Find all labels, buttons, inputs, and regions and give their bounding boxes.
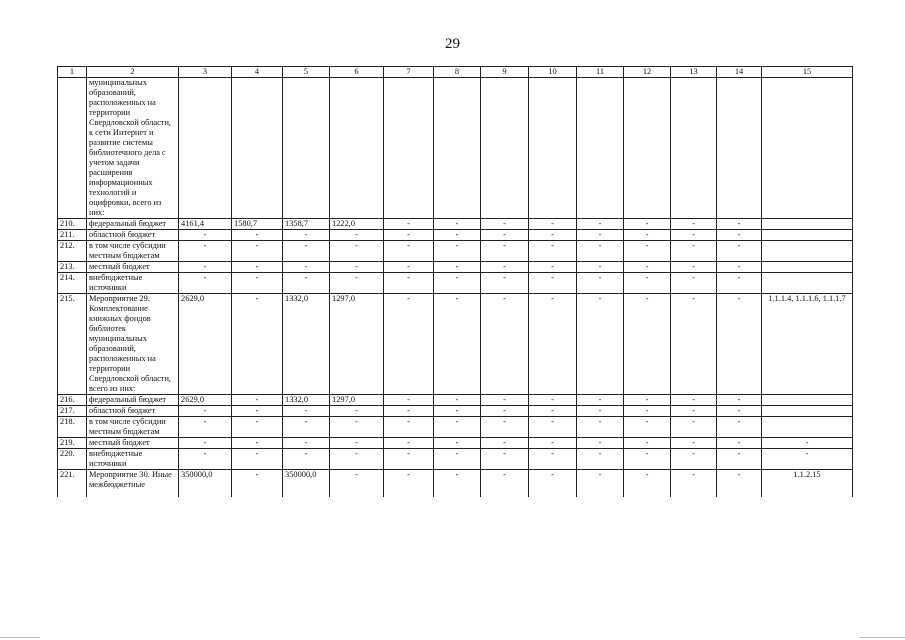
row-number bbox=[58, 78, 87, 219]
row-name: в том числе субсидии местным бюджетам bbox=[87, 241, 179, 262]
value-cell: - bbox=[434, 219, 481, 230]
value-cell: - bbox=[232, 395, 283, 406]
header-cell: 10 bbox=[529, 67, 577, 78]
target-ref: 1.1.1.4, 1.1.1.6, 1.1.1.7 bbox=[762, 294, 853, 395]
value-cell: - bbox=[529, 438, 577, 449]
header-cell: 9 bbox=[481, 67, 529, 78]
target-ref: - bbox=[762, 438, 853, 449]
value-cell: - bbox=[529, 417, 577, 438]
value-cell: - bbox=[481, 241, 529, 262]
value-cell: - bbox=[577, 262, 624, 273]
value-cell bbox=[624, 78, 671, 219]
value-cell: - bbox=[717, 438, 762, 449]
value-cell: - bbox=[434, 417, 481, 438]
value-cell: - bbox=[529, 395, 577, 406]
row-name: федеральный бюджет bbox=[87, 395, 179, 406]
value-cell: - bbox=[232, 449, 283, 470]
table-row bbox=[58, 470, 853, 498]
header-cell: 8 bbox=[434, 67, 481, 78]
value-cell: - bbox=[624, 406, 671, 417]
value-cell: - bbox=[481, 230, 529, 241]
value-cell: - bbox=[384, 294, 434, 395]
row-name: областной бюджет bbox=[87, 230, 179, 241]
value-cell: - bbox=[179, 438, 232, 449]
row-name: внебюджетные источники bbox=[87, 273, 179, 294]
page-number: 29 bbox=[445, 36, 460, 52]
header-cell: 7 bbox=[384, 67, 434, 78]
value-cell: - bbox=[330, 438, 384, 449]
value-cell: - bbox=[671, 417, 717, 438]
target-ref bbox=[762, 273, 853, 294]
value-cell: - bbox=[384, 273, 434, 294]
value-cell: - bbox=[434, 406, 481, 417]
value-cell: - bbox=[232, 470, 283, 498]
table-row bbox=[58, 294, 853, 395]
value-cell: - bbox=[330, 262, 384, 273]
value-cell: - bbox=[232, 273, 283, 294]
table-row bbox=[58, 219, 853, 230]
header-cell: 11 bbox=[577, 67, 624, 78]
value-cell: - bbox=[624, 241, 671, 262]
value-cell: - bbox=[434, 438, 481, 449]
value-cell: - bbox=[481, 406, 529, 417]
value-cell: - bbox=[179, 417, 232, 438]
value-cell: - bbox=[179, 241, 232, 262]
row-name: местный бюджет bbox=[87, 438, 179, 449]
value-cell: - bbox=[529, 406, 577, 417]
value-cell: - bbox=[624, 294, 671, 395]
value-cell: - bbox=[179, 406, 232, 417]
row-number: 218. bbox=[58, 417, 87, 438]
target-ref bbox=[762, 78, 853, 219]
value-cell: - bbox=[671, 241, 717, 262]
value-cell: - bbox=[434, 230, 481, 241]
value-cell: - bbox=[232, 294, 283, 395]
value-cell: - bbox=[717, 294, 762, 395]
header-cell: 1 bbox=[58, 67, 87, 78]
value-cell: - bbox=[717, 406, 762, 417]
value-cell: - bbox=[232, 417, 283, 438]
row-number: 213. bbox=[58, 262, 87, 273]
value-cell: 1332,0 bbox=[283, 294, 330, 395]
table-row bbox=[58, 241, 853, 262]
value-cell: - bbox=[671, 470, 717, 498]
value-cell bbox=[384, 78, 434, 219]
value-cell: - bbox=[671, 294, 717, 395]
value-cell: - bbox=[717, 449, 762, 470]
budget-table bbox=[57, 66, 853, 497]
value-cell bbox=[283, 78, 330, 219]
value-cell: - bbox=[529, 294, 577, 395]
header-cell: 12 bbox=[624, 67, 671, 78]
value-cell: - bbox=[624, 230, 671, 241]
value-cell: - bbox=[717, 273, 762, 294]
value-cell: - bbox=[330, 470, 384, 498]
value-cell: - bbox=[529, 262, 577, 273]
value-cell bbox=[232, 78, 283, 219]
value-cell: - bbox=[671, 262, 717, 273]
value-cell: 350000,0 bbox=[179, 470, 232, 498]
value-cell: - bbox=[434, 294, 481, 395]
value-cell: 1580,7 bbox=[232, 219, 283, 230]
header-cell: 14 bbox=[717, 67, 762, 78]
value-cell bbox=[481, 78, 529, 219]
value-cell: - bbox=[283, 449, 330, 470]
value-cell: - bbox=[283, 230, 330, 241]
value-cell: - bbox=[577, 294, 624, 395]
target-ref: 1.1.2.15 bbox=[762, 470, 853, 498]
value-cell: - bbox=[717, 219, 762, 230]
value-cell: - bbox=[330, 241, 384, 262]
value-cell: - bbox=[624, 438, 671, 449]
row-number: 219. bbox=[58, 438, 87, 449]
value-cell: - bbox=[384, 395, 434, 406]
target-ref: - bbox=[762, 449, 853, 470]
value-cell: - bbox=[717, 470, 762, 498]
value-cell: - bbox=[671, 273, 717, 294]
header-cell: 2 bbox=[87, 67, 179, 78]
target-ref bbox=[762, 395, 853, 406]
value-cell: - bbox=[330, 230, 384, 241]
row-number: 215. bbox=[58, 294, 87, 395]
value-cell: - bbox=[577, 273, 624, 294]
value-cell: - bbox=[434, 262, 481, 273]
value-cell: - bbox=[529, 449, 577, 470]
value-cell: - bbox=[384, 230, 434, 241]
header-cell: 13 bbox=[671, 67, 717, 78]
value-cell bbox=[671, 78, 717, 219]
row-name: муниципальных образований, расположенных на территории Свердловской области, к сети Интернет и развитие системы библиотечного дела с учетом задачи расширения информационных технологий и оцифровки, всего из них: bbox=[87, 78, 179, 219]
value-cell: - bbox=[481, 294, 529, 395]
value-cell: - bbox=[232, 230, 283, 241]
value-cell: - bbox=[179, 449, 232, 470]
value-cell: - bbox=[624, 262, 671, 273]
value-cell: - bbox=[717, 395, 762, 406]
row-name: Мероприятие 29. Комплектование книжных фондов библиотек муниципальных образований, расположенных на территории Свердловской области, всего из них: bbox=[87, 294, 179, 395]
value-cell: - bbox=[283, 406, 330, 417]
value-cell: - bbox=[384, 470, 434, 498]
value-cell: - bbox=[232, 241, 283, 262]
value-cell: - bbox=[624, 219, 671, 230]
value-cell: - bbox=[624, 449, 671, 470]
value-cell: - bbox=[624, 470, 671, 498]
value-cell bbox=[577, 78, 624, 219]
row-number: 211. bbox=[58, 230, 87, 241]
value-cell: - bbox=[529, 230, 577, 241]
value-cell: - bbox=[624, 273, 671, 294]
header-cell: 15 bbox=[762, 67, 853, 78]
value-cell: - bbox=[179, 262, 232, 273]
value-cell: - bbox=[529, 219, 577, 230]
value-cell: - bbox=[481, 470, 529, 498]
table-row bbox=[58, 438, 853, 449]
value-cell: - bbox=[481, 219, 529, 230]
value-cell: - bbox=[717, 417, 762, 438]
table-row bbox=[58, 395, 853, 406]
value-cell bbox=[717, 78, 762, 219]
row-number: 212. bbox=[58, 241, 87, 262]
row-number: 220. bbox=[58, 449, 87, 470]
table-row bbox=[58, 262, 853, 273]
value-cell: - bbox=[384, 219, 434, 230]
value-cell: - bbox=[232, 262, 283, 273]
value-cell: 350000,0 bbox=[283, 470, 330, 498]
value-cell: - bbox=[481, 262, 529, 273]
row-number: 214. bbox=[58, 273, 87, 294]
value-cell: - bbox=[671, 449, 717, 470]
header-cell: 3 bbox=[179, 67, 232, 78]
value-cell: - bbox=[330, 406, 384, 417]
row-number: 216. bbox=[58, 395, 87, 406]
value-cell: - bbox=[717, 241, 762, 262]
value-cell: - bbox=[481, 438, 529, 449]
value-cell: - bbox=[671, 406, 717, 417]
target-ref bbox=[762, 241, 853, 262]
row-name: внебюджетные источники bbox=[87, 449, 179, 470]
value-cell bbox=[330, 78, 384, 219]
target-ref bbox=[762, 262, 853, 273]
table-row bbox=[58, 417, 853, 438]
value-cell: - bbox=[717, 230, 762, 241]
value-cell bbox=[179, 78, 232, 219]
value-cell: - bbox=[179, 273, 232, 294]
target-ref bbox=[762, 406, 853, 417]
value-cell: - bbox=[577, 241, 624, 262]
value-cell: - bbox=[384, 417, 434, 438]
row-number: 210. bbox=[58, 219, 87, 230]
value-cell: - bbox=[384, 406, 434, 417]
value-cell: 1297,0 bbox=[330, 294, 384, 395]
target-ref bbox=[762, 219, 853, 230]
value-cell: - bbox=[384, 262, 434, 273]
value-cell: - bbox=[577, 395, 624, 406]
value-cell: - bbox=[481, 273, 529, 294]
value-cell: - bbox=[283, 262, 330, 273]
value-cell: 2629,0 bbox=[179, 395, 232, 406]
value-cell: - bbox=[283, 273, 330, 294]
value-cell: 1297,0 bbox=[330, 395, 384, 406]
value-cell bbox=[529, 78, 577, 219]
header-cell: 5 bbox=[283, 67, 330, 78]
header-row bbox=[58, 67, 853, 78]
value-cell: - bbox=[577, 406, 624, 417]
value-cell: - bbox=[434, 273, 481, 294]
value-cell: - bbox=[330, 417, 384, 438]
target-ref bbox=[762, 230, 853, 241]
value-cell: - bbox=[384, 438, 434, 449]
value-cell: - bbox=[577, 417, 624, 438]
value-cell: - bbox=[232, 438, 283, 449]
value-cell: - bbox=[577, 438, 624, 449]
header-cell: 6 bbox=[330, 67, 384, 78]
value-cell: - bbox=[434, 395, 481, 406]
row-name: Мероприятие 30. Иные межбюджетные bbox=[87, 470, 179, 498]
value-cell: - bbox=[384, 449, 434, 470]
value-cell bbox=[434, 78, 481, 219]
value-cell: - bbox=[283, 417, 330, 438]
scan-edge-mark bbox=[0, 637, 40, 638]
row-name: федеральный бюджет bbox=[87, 219, 179, 230]
value-cell: - bbox=[434, 241, 481, 262]
value-cell: - bbox=[481, 395, 529, 406]
value-cell: - bbox=[232, 406, 283, 417]
table-row bbox=[58, 406, 853, 417]
value-cell: - bbox=[671, 438, 717, 449]
value-cell: - bbox=[481, 417, 529, 438]
table-row bbox=[58, 230, 853, 241]
value-cell: - bbox=[179, 230, 232, 241]
value-cell: - bbox=[434, 449, 481, 470]
value-cell: - bbox=[529, 241, 577, 262]
value-cell: 1332,0 bbox=[283, 395, 330, 406]
value-cell: 1358,7 bbox=[283, 219, 330, 230]
row-name: областной бюджет bbox=[87, 406, 179, 417]
value-cell: - bbox=[283, 241, 330, 262]
value-cell: - bbox=[283, 438, 330, 449]
target-ref bbox=[762, 417, 853, 438]
table-row bbox=[58, 449, 853, 470]
value-cell: 2629,0 bbox=[179, 294, 232, 395]
scan-edge-mark bbox=[860, 637, 905, 638]
value-cell: - bbox=[671, 395, 717, 406]
value-cell: - bbox=[671, 219, 717, 230]
value-cell: - bbox=[717, 262, 762, 273]
value-cell: - bbox=[577, 230, 624, 241]
value-cell: - bbox=[384, 241, 434, 262]
row-number: 217. bbox=[58, 406, 87, 417]
value-cell: - bbox=[671, 230, 717, 241]
value-cell: - bbox=[330, 273, 384, 294]
row-number: 221. bbox=[58, 470, 87, 498]
value-cell: - bbox=[434, 470, 481, 498]
value-cell: - bbox=[529, 470, 577, 498]
value-cell: - bbox=[577, 449, 624, 470]
value-cell: - bbox=[481, 449, 529, 470]
table-row bbox=[58, 78, 853, 219]
value-cell: - bbox=[624, 395, 671, 406]
value-cell: - bbox=[529, 273, 577, 294]
row-name: в том числе субсидии местным бюджетам bbox=[87, 417, 179, 438]
value-cell: 1222,0 bbox=[330, 219, 384, 230]
value-cell: 4161,4 bbox=[179, 219, 232, 230]
header-cell: 4 bbox=[232, 67, 283, 78]
row-name: местный бюджет bbox=[87, 262, 179, 273]
value-cell: - bbox=[577, 470, 624, 498]
value-cell: - bbox=[577, 219, 624, 230]
value-cell: - bbox=[624, 417, 671, 438]
value-cell: - bbox=[330, 449, 384, 470]
table-row bbox=[58, 273, 853, 294]
